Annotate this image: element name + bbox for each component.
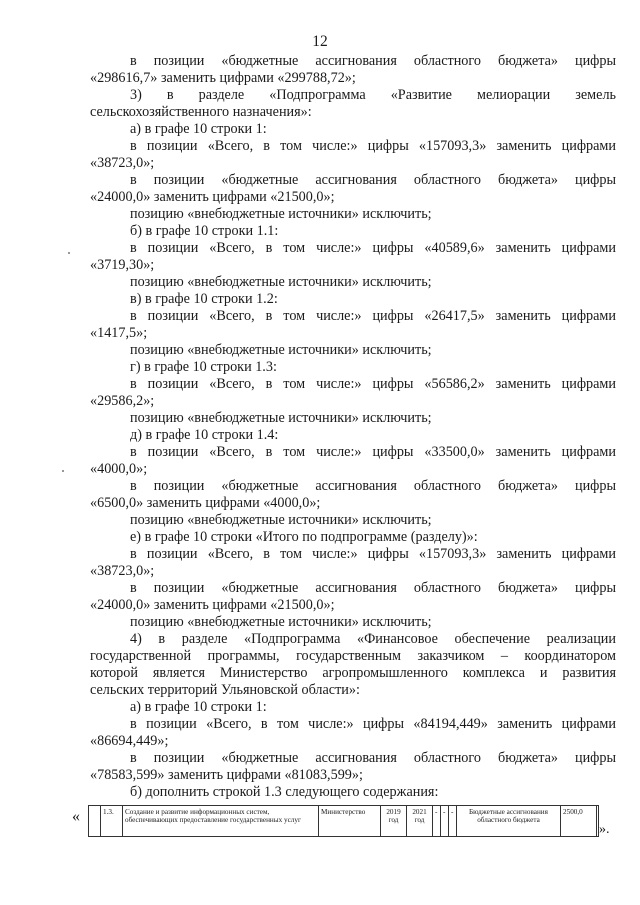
table-row [89,806,599,837]
text-line: «24000,0» заменить цифрами «21500,0»; [90,597,335,613]
text-line: «298616,7» заменить цифрами «299788,72»; [90,70,356,86]
text-line: в позиции «Всего, в том числе:» цифры «56586,2» заменить цифрами [130,376,616,392]
document-body [90,53,616,801]
text-line: «24000,0» заменить цифрами «21500,0»; [90,189,335,205]
text-line: государственной программы, государственным заказчиком – координатором [90,648,616,664]
text-line: позицию «внебюджетные источники» исключить; [130,206,432,222]
text-line: позицию «внебюджетные источники» исключить; [130,342,432,358]
text-line: позицию «внебюджетные источники» исключить; [130,274,432,290]
text-line: 3) в разделе «Подпрограмма «Развитие мелиорации земель [130,87,616,103]
closing-quote: ». [599,822,610,837]
text-line: в позиции «Всего, в том числе:» цифры «157093,3» заменить цифрами [130,138,616,154]
inserted-table-row [88,805,599,837]
scan-speck [62,470,64,472]
text-line: «38723,0»; [90,563,155,579]
text-line: а) в графе 10 строки 1: [130,121,267,137]
table-cell-start-year: 2019 год [381,806,407,837]
text-line: позицию «внебюджетные источники» исключить; [130,512,432,528]
table-cell-dash: - [433,806,441,837]
text-line: «29586,2»; [90,393,155,409]
table-cell-empty [89,806,101,837]
opening-quote: « [72,808,80,825]
scan-speck [68,252,70,254]
text-line: 4) в разделе «Подпрограмма «Финансовое обеспечение реализации [130,631,616,647]
text-line: б) дополнить строкой 1.3 следующего содержания: [130,784,439,800]
text-line: «6500,0» заменить цифрами «4000,0»; [90,495,321,511]
table-cell-number: 1.3. [101,806,123,837]
text-line: позицию «внебюджетные источники» исключить; [130,614,432,630]
text-line: сельскохозяйственного назначения»: [90,104,312,120]
table-cell-responsible: Министерство [319,806,381,837]
text-line: которой является Министерство агропромышленного комплекса и развития [90,665,616,681]
text-line: в позиции «бюджетные ассигнования областного бюджета» цифры [130,478,616,494]
text-line: г) в графе 10 строки 1.3: [130,359,277,375]
text-line: «38723,0»; [90,155,155,171]
text-line: е) в графе 10 строки «Итого по подпрограмме (разделу)»: [130,529,478,545]
text-line: «78583,599» заменить цифрами «81083,599»; [90,767,363,783]
text-line: позицию «внебюджетные источники» исключить; [130,410,432,426]
table-cell-dash: - [449,806,457,837]
text-line: в позиции «Всего, в том числе:» цифры «33500,0» заменить цифрами [130,444,616,460]
text-line: сельских территорий Ульяновской области»: [90,682,360,698]
text-line: д) в графе 10 строки 1.4: [130,427,279,443]
text-line: «1417,5»; [90,325,148,341]
table-cell-end-year: 2021 год [407,806,433,837]
text-line: в позиции «Всего, в том числе:» цифры «40589,6» заменить цифрами [130,240,616,256]
page-number: 12 [312,33,328,50]
text-line: «4000,0»; [90,461,148,477]
text-line: «3719,30»; [90,257,155,273]
text-line: в позиции «Всего, в том числе:» цифры «26417,5» заменить цифрами [130,308,616,324]
text-line: в позиции «бюджетные ассигнования областного бюджета» цифры [130,53,616,69]
table-cell-funding-source: Бюджетные ассигнования областного бюджета [457,806,561,837]
text-line: в позиции «бюджетные ассигнования областного бюджета» цифры [130,172,616,188]
table-cell-amount: 2500,0 [561,806,597,837]
text-line: в позиции «бюджетные ассигнования областного бюджета» цифры [130,750,616,766]
table-cell-name: Создание и развитие информационных систем, обеспечивающих предоставление государственных услуг [123,806,319,837]
table-cell-dash: - [441,806,449,837]
text-line: в позиции «бюджетные ассигнования областного бюджета» цифры [130,580,616,596]
text-line: а) в графе 10 строки 1: [130,699,267,715]
text-line: б) в графе 10 строки 1.1: [130,223,279,239]
text-line: в позиции «Всего, в том числе:» цифры «84194,449» заменить цифрами [130,716,616,732]
text-line: в позиции «Всего, в том числе:» цифры «157093,3» заменить цифрами [130,546,616,562]
text-line: «86694,449»; [90,733,169,749]
text-line: в) в графе 10 строки 1.2: [130,291,278,307]
